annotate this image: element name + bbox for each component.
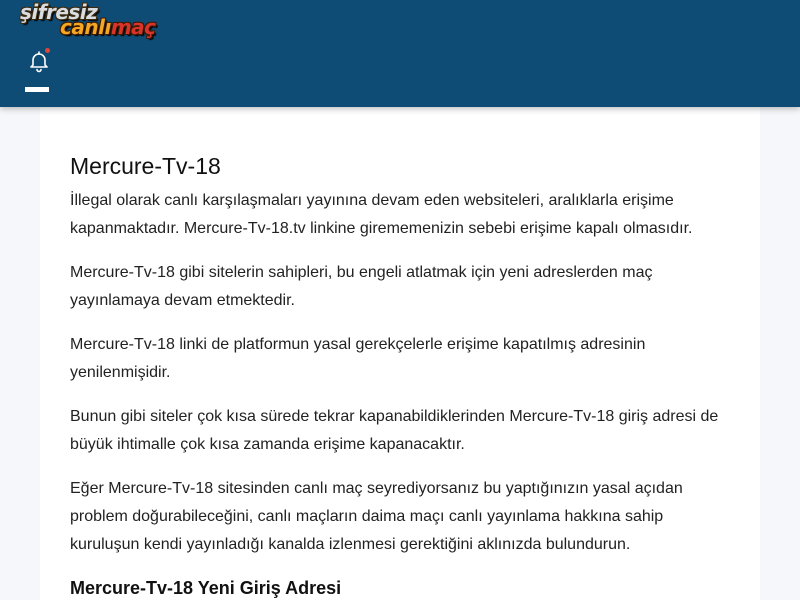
notification-badge-dot: [45, 48, 50, 53]
section-heading: Mercure-Tv-18 Yeni Giriş Adresi: [70, 578, 342, 598]
article-paragraph: İllegal olarak canlı karşılaşmaları yayınına devam eden websiteleri, aralıklarla erişime kapanmaktadır. Mercure-Tv-18.tv linkine girememenizin sebebi erişime kapalı olmasıdır.: [70, 192, 693, 237]
article-paragraph: Eğer Mercure-Tv-18 sitesinden canlı maç seyrediyorsanız bu yaptığınızın yasal açıdan problem doğurabileceğini, canlı maçların daima maçı canlı yayınlama hakkına sahip kuruluşun kendi yayınladığı kanalda izlenmesi gerektiğini aklınızda bulundurun.: [70, 480, 683, 553]
article-paragraph: Mercure-Tv-18 gibi sitelerin sahipleri, bu engeli atlatmak için yeni adreslerden maç yayınlamaya devam etmektedir.: [70, 264, 653, 309]
logo-text-line1: şifresiz: [20, 0, 98, 24]
logo-text-line2: [60, 17, 156, 37]
logo-text-mac: maç: [110, 15, 156, 39]
notification-bell-button[interactable]: [27, 49, 51, 73]
menu-bar-icon[interactable]: [25, 87, 49, 92]
site-logo[interactable]: [20, 2, 170, 40]
logo-text-canli: canlı: [60, 15, 111, 39]
site-header: [0, 0, 800, 107]
page-title: Mercure-Tv-18: [70, 153, 221, 179]
article-content: [40, 107, 760, 600]
article-paragraph: Bunun gibi siteler çok kısa sürede tekrar kapanabildiklerinden Mercure-Tv-18 giriş adresi de büyük ihtimalle çok kısa zamanda erişime kapanacaktır.: [70, 408, 719, 453]
article-paragraph: Mercure-Tv-18 linki de platformun yasal gerekçelerle erişime kapatılmış adresinin yenilenmişidir.: [70, 336, 646, 381]
